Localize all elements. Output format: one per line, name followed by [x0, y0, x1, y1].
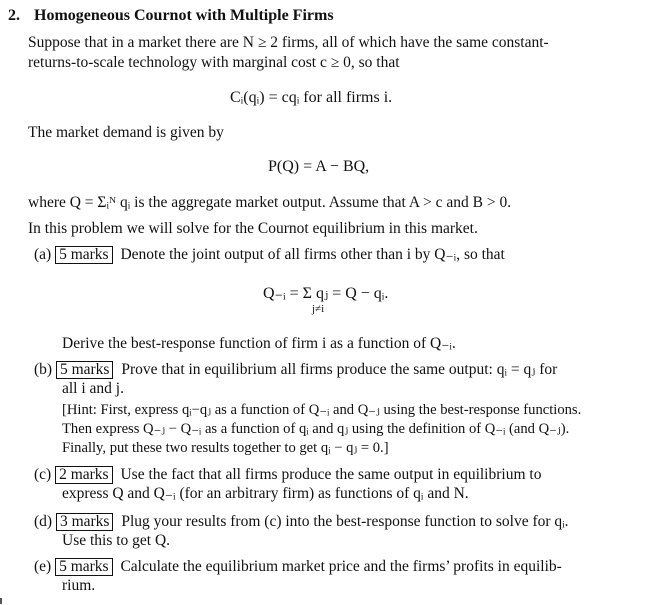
part-e-label: (e) [34, 558, 52, 575]
demand-equation: P(Q) = A − BQ, [268, 158, 370, 175]
part-a-line-2: Derive the best-response function of firm i as a function of Q₋ᵢ. [62, 335, 456, 352]
part-c-label: (c) [34, 466, 52, 483]
problem-title: Homogeneous Cournot with Multiple Firms [34, 7, 334, 24]
part-a-label: (a) [34, 246, 52, 263]
part-b-marks-badge: 5 marks [56, 361, 114, 379]
where-line: where Q = Σᵢᴺ qᵢ is the aggregate market output. Assume that A > c and B > 0. [28, 194, 512, 211]
part-b-label: (b) [34, 361, 53, 378]
part-b-line-2: all i and j. [62, 380, 124, 397]
part-e-text-1: Calculate the equilibrium market price and the firms’ profits in equilib- [120, 558, 562, 575]
part-b-line-1 [34, 360, 557, 380]
part-a-text-1: Denote the joint output of all firms other than i by Q₋ᵢ, so that [120, 246, 505, 263]
part-c-line-2: express Q and Q₋ᵢ (for an arbitrary firm) as functions of qᵢ and N. [62, 485, 469, 502]
part-c-line-1 [34, 465, 541, 485]
page-edge-mark [0, 598, 2, 604]
part-a-line-1 [34, 245, 505, 265]
part-a-equation-subscript: j≠i [312, 303, 325, 315]
problem-number: 2. [8, 7, 20, 24]
part-b-text-1: Prove that in equilibrium all firms produce the same output: qᵢ = qⱼ for [121, 361, 558, 378]
demand-intro: The market demand is given by [28, 124, 224, 141]
intro-line-2: returns-to-scale technology with marginal cost c ≥ 0, so that [28, 54, 400, 71]
part-b-hint-2: Then express Q₋ⱼ − Q₋ᵢ as a function of qᵢ and qⱼ using the definition of Q₋ᵢ (and Q₋ⱼ). [62, 421, 570, 437]
cost-equation: Cᵢ(qᵢ) = cqᵢ for all firms i. [230, 89, 393, 106]
part-b-hint-1: [Hint: First, express qᵢ−qⱼ as a function of Q₋ᵢ and Q₋ⱼ using the best-response functions. [62, 402, 582, 418]
part-e-marks-badge: 5 marks [55, 558, 113, 576]
solve-line: In this problem we will solve for the Cournot equilibrium in this market. [28, 220, 478, 237]
part-e-line-2: rium. [62, 577, 96, 594]
part-d-marks-badge: 3 marks [56, 513, 114, 531]
part-d-text-1: Plug your results from (c) into the best-response function to solve for qᵢ. [121, 513, 569, 530]
part-b-hint-3: Finally, put these two results together to get qᵢ − qⱼ = 0.] [62, 440, 389, 456]
part-d-line-1 [34, 512, 569, 532]
part-d-label: (d) [34, 513, 53, 530]
intro-line-1: Suppose that in a market there are N ≥ 2 firms, all of which have the same constant- [28, 34, 549, 51]
part-c-marks-badge: 2 marks [55, 466, 113, 484]
part-e-line-1 [34, 557, 562, 577]
problem-heading [8, 6, 334, 26]
part-a-marks-badge: 5 marks [55, 246, 113, 264]
part-d-line-2: Use this to get Q. [62, 532, 171, 549]
part-c-text-1: Use the fact that all firms produce the same output in equilibrium to [120, 466, 542, 483]
part-a-equation: Q₋ᵢ = Σ qⱼ = Q − qᵢ. [263, 285, 389, 302]
